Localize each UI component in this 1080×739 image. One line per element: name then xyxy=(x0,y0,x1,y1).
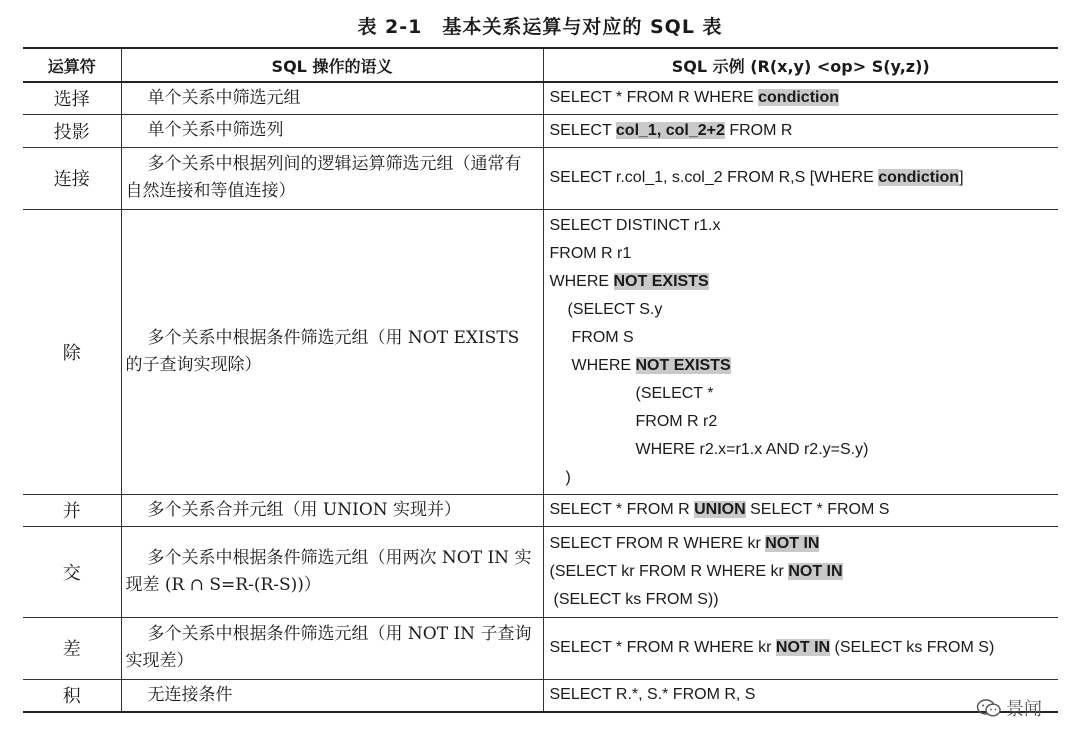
table-row xyxy=(23,679,1058,712)
sql-text: (SELECT kr FROM R WHERE kr xyxy=(549,562,789,580)
table-row xyxy=(23,114,1058,147)
table-caption: 表 2-1 基本关系运算与对应的 SQL 表 xyxy=(357,16,723,38)
sql-line xyxy=(550,164,1051,192)
semantics-cell: 单个关系中筛选列 xyxy=(121,114,543,147)
wechat-icon xyxy=(976,698,1002,718)
operator-cell: 并 xyxy=(23,494,121,526)
sql-line xyxy=(550,84,1051,112)
operator-cell: 除 xyxy=(23,209,121,494)
sql-line xyxy=(550,496,1051,524)
sql-line xyxy=(550,352,1051,380)
sql-text: SELECT * FROM R WHERE kr xyxy=(549,639,776,656)
semantics-cell: 无连接条件 xyxy=(121,679,543,712)
sql-line: (SELECT ks FROM S)) xyxy=(553,590,719,608)
sql-line xyxy=(550,634,1051,662)
sql-keyword-highlight: NOT IN xyxy=(775,639,831,656)
sql-text: WHERE xyxy=(571,356,636,374)
sql-text: SELECT FROM R WHERE kr xyxy=(549,534,766,552)
sql-cell xyxy=(543,114,1058,147)
semantics-cell: 多个关系中根据条件筛选元组（用两次 NOT IN 实现差 (R ∩ S=R-(R-S))） xyxy=(121,526,543,617)
operator-cell: 交 xyxy=(23,526,121,617)
sql-line: WHERE r2.x=r1.x AND r2.y=S.y) xyxy=(635,440,869,458)
operator-cell: 差 xyxy=(23,617,121,679)
sql-line: FROM S xyxy=(571,328,634,346)
sql-line: (SELECT S.y xyxy=(567,300,663,318)
table-row xyxy=(23,147,1058,209)
sql-text: SELECT xyxy=(549,121,616,139)
sql-line: ) xyxy=(565,468,571,486)
semantics-cell: 多个关系合并元组（用 UNION 实现并） xyxy=(121,494,543,526)
sql-text: SELECT * FROM S xyxy=(745,501,890,518)
semantics-cell: 多个关系中根据列间的逻辑运算筛选元组（通常有自然连接和等值连接） xyxy=(121,147,543,209)
sql-cell xyxy=(543,147,1058,209)
header-semantics: SQL 操作的语义 xyxy=(121,48,543,82)
sql-line: FROM R r2 xyxy=(635,412,718,430)
sql-text: WHERE xyxy=(549,272,614,290)
sql-line xyxy=(550,117,1051,145)
sql-keyword-highlight: NOT EXISTS xyxy=(613,272,709,290)
sql-text: SELECT * FROM R WHERE xyxy=(549,89,759,107)
sql-keyword-highlight: NOT IN xyxy=(765,534,820,552)
sql-keyword-highlight: NOT IN xyxy=(788,562,843,580)
operator-cell: 选择 xyxy=(23,82,121,114)
sql-text: (SELECT ks FROM S) xyxy=(830,639,995,656)
watermark xyxy=(976,695,1042,721)
table-row xyxy=(23,82,1058,114)
sql-text: SELECT r.col_1, s.col_2 FROM R,S [WHERE xyxy=(549,169,879,186)
operator-cell: 连接 xyxy=(23,147,121,209)
sql-operations-table xyxy=(23,47,1058,713)
sql-line: SELECT R.*, S.* FROM R, S xyxy=(549,686,756,704)
table-row xyxy=(23,526,1058,617)
sql-cell xyxy=(543,494,1058,526)
sql-line: (SELECT * xyxy=(635,384,714,402)
sql-line: SELECT DISTINCT r1.x xyxy=(549,216,721,234)
sql-keyword-highlight: condiction xyxy=(878,169,960,186)
sql-cell xyxy=(543,82,1058,114)
sql-text: ] xyxy=(959,169,964,186)
sql-cell xyxy=(543,209,1058,494)
sql-line xyxy=(550,268,1051,296)
watermark-text: 景闻 xyxy=(1006,699,1042,720)
sql-line xyxy=(550,558,1051,586)
sql-line: FROM R r1 xyxy=(549,244,632,262)
table-row xyxy=(23,494,1058,526)
sql-text: FROM R xyxy=(724,121,793,139)
sql-cell xyxy=(543,526,1058,617)
sql-keyword-highlight: condiction xyxy=(758,89,840,107)
header-operator: 运算符 xyxy=(23,48,121,82)
semantics-cell: 单个关系中筛选元组 xyxy=(121,82,543,114)
table-row xyxy=(23,617,1058,679)
operator-cell: 投影 xyxy=(23,114,121,147)
header-example: SQL 示例 (R(x,y) <op> S(y,z)) xyxy=(543,48,1058,82)
sql-keyword-highlight: NOT EXISTS xyxy=(635,356,731,374)
operator-cell: 积 xyxy=(23,679,121,712)
sql-cell xyxy=(543,617,1058,679)
semantics-cell: 多个关系中根据条件筛选元组（用 NOT EXISTS 的子查询实现除） xyxy=(121,209,543,494)
header-row xyxy=(23,48,1058,82)
sql-text: SELECT * FROM R xyxy=(549,501,695,518)
sql-keyword-highlight: UNION xyxy=(694,501,746,518)
semantics-cell: 多个关系中根据条件筛选元组（用 NOT IN 子查询实现差） xyxy=(121,617,543,679)
table-row xyxy=(23,209,1058,494)
sql-keyword-highlight: col_1, col_2+2 xyxy=(615,121,725,139)
sql-line xyxy=(550,530,1051,558)
